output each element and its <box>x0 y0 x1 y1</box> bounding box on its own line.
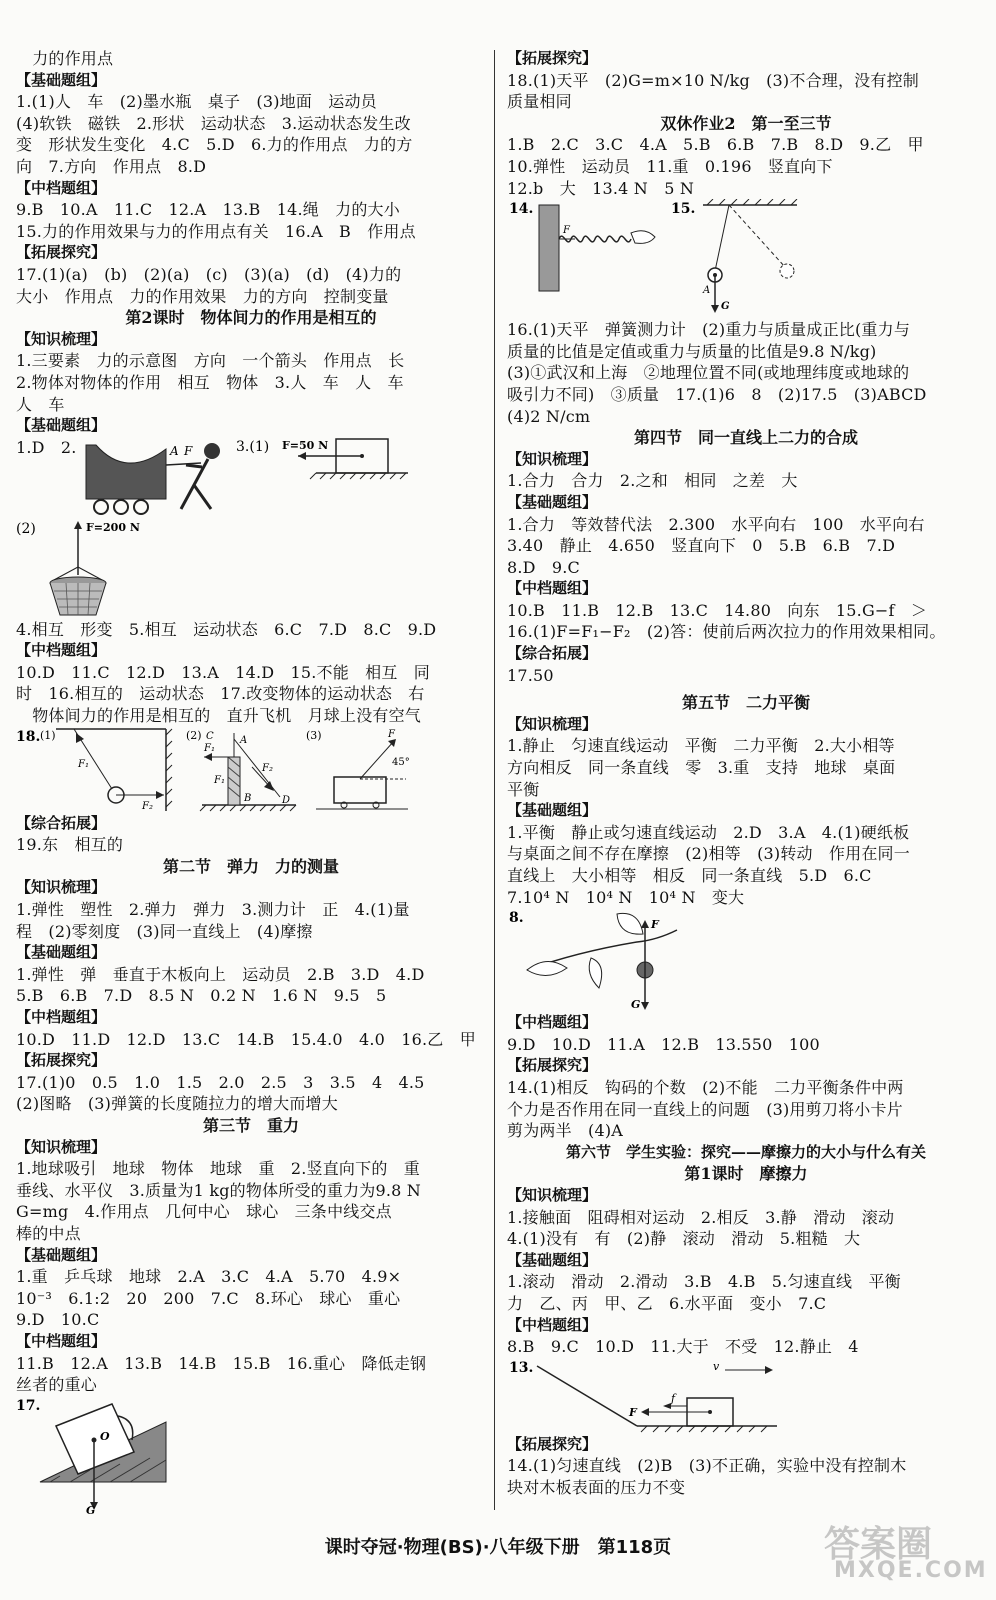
section-tag: 【中档题组】 <box>507 579 598 598</box>
force-letter: B <box>244 792 252 804</box>
section-tag: 【拓展探究】 <box>16 1051 107 1070</box>
fig-label: 15. <box>671 201 696 218</box>
point-label: A <box>703 285 711 297</box>
section-heading: 第1课时 摩擦力 <box>684 1164 808 1184</box>
text-line: 4.相互 形变 5.相互 运动状态 6.C 7.D 8.C 9.D <box>16 619 437 639</box>
text-line: (3)①武汉和上海 ②地理位置不同(或地理纬度或地球的 <box>507 363 910 383</box>
text-line: 1.平衡 静止或匀速直线运动 2.D 3.A 4.(1)硬纸板 <box>507 822 910 842</box>
force-letter: D <box>282 794 291 806</box>
section-tag: 【基础题组】 <box>507 801 598 820</box>
text-line: 8.B 9.C 10.D 11.大于 不受 12.静止 4 <box>507 1337 859 1357</box>
incline-cup-diagram <box>16 1396 486 1516</box>
force-label: F=200 N <box>86 520 140 534</box>
figure-q3-2 <box>16 517 486 619</box>
text-line: 力 乙、丙 甲、乙 6.水平面 变小 7.C <box>507 1293 827 1313</box>
gravity-label: G <box>721 301 730 313</box>
section-tag: 【基础题组】 <box>16 943 107 962</box>
text-line: 1.(1)人 车 (2)墨水瓶 桌子 (3)地面 运动员 <box>16 92 377 112</box>
velocity-label: v <box>713 1359 720 1373</box>
text-line: 1.接触面 阻碍相对运动 2.相反 3.静 滑动 滚动 <box>507 1207 895 1227</box>
text-line: 剪为两半 (4)A <box>507 1121 624 1141</box>
text-line: 1.合力 合力 2.之和 相同 之差 大 <box>507 471 798 491</box>
text-line: 10⁻³ 6.1:2 20 200 7.C 8.环心 球心 重心 <box>16 1288 401 1308</box>
text-line: 8.D 9.C <box>507 557 581 577</box>
watermark-text: 答案圈 <box>824 1524 933 1565</box>
section-heading: 第2课时 物体间力的作用是相互的 <box>125 308 377 328</box>
text-line: 变 形状发生变化 4.C 5.D 6.力的作用点 力的方 <box>16 135 413 155</box>
text-line: 与桌面之间不存在摩擦 (2)相等 (3)转动 作用在同一 <box>507 844 910 864</box>
figure-q2-q3 <box>16 437 486 517</box>
text-line: 物体间力的作用是相互的 直升飞机 月球上没有空气 <box>16 706 422 726</box>
section-tag: 【知识梳理】 <box>16 1137 107 1156</box>
section-tag: 【知识梳理】 <box>16 329 107 348</box>
cart-person-diagram <box>16 437 486 517</box>
section-heading: 双休作业2 第一至三节 <box>660 113 832 133</box>
text-line: 吸引力不同) ③质量 17.(1)6 8 (2)17.5 (3)ABCD <box>507 384 927 404</box>
right-column <box>507 48 985 1498</box>
text-line: 15.力的作用效果与力的作用点有关 16.A B 作用点 <box>16 221 416 241</box>
section-tag: 【拓展探究】 <box>507 49 598 67</box>
section-heading: 第三节 重力 <box>202 1115 299 1135</box>
section-tag: 【综合拓展】 <box>16 813 107 832</box>
text-line: 大小 作用点 力的作用效果 力的方向 控制变量 <box>16 286 389 306</box>
text-line: 16.(1)F=F₁−F₂ (2)答：使前后两次拉力的作用效果相同。 <box>507 622 946 642</box>
label-a: A <box>170 443 179 458</box>
text-line: 14.(1)相反 钩码的个数 (2)不能 二力平衡条件中两 <box>507 1077 904 1097</box>
text-line: 10.D 11.C 12.D 13.A 14.D 15.不能 相互 同 <box>16 662 430 682</box>
text-line: 9.D 10.D 11.A 12.B 13.550 100 <box>507 1034 820 1054</box>
page-footer: 课时夺冠·物理(BS)·八年级下册 第118页 <box>324 1537 672 1558</box>
section-heading: 第四节 同一直线上二力的合成 <box>633 428 858 448</box>
fig-label: 17. <box>16 1397 41 1414</box>
angle-label: 45° <box>392 756 410 768</box>
text-line: 4.(1)没有 有 (2)静 滚动 滑动 5.粗糙 大 <box>507 1229 861 1249</box>
left-column <box>16 48 486 1516</box>
force-letter: F₂ <box>262 762 273 774</box>
fig-label: 3.(1) <box>236 438 270 455</box>
text-line: 1.滚动 滑动 2.滑动 3.B 4.B 5.匀速直线 平衡 <box>507 1272 901 1292</box>
section-tag: 【基础题组】 <box>507 1250 598 1269</box>
text-line: 1.D 2. <box>16 437 77 457</box>
spring-pendulum-diagram <box>507 199 985 319</box>
text-line: 9.B 10.A 11.C 12.A 13.B 14.绳 力的大小 <box>16 200 400 220</box>
friction-diagram <box>507 1358 985 1434</box>
section-tag: 【中档题组】 <box>507 1315 598 1334</box>
figure-17 <box>16 1396 486 1516</box>
friction-label: f <box>671 1391 676 1405</box>
text-line: 块对木板表面的压力不变 <box>507 1477 686 1497</box>
figure-14-15 <box>507 199 985 319</box>
section-heading: 第二节 弹力 力的测量 <box>162 856 339 876</box>
text-line: 16.(1)天平 弹簧测力计 (2)重力与质量成正比(重力与 <box>507 320 911 340</box>
text-line: 17.50 <box>507 665 554 685</box>
section-tag: 【拓展探究】 <box>507 1434 598 1453</box>
text-line: 1.三要素 力的示意图 方向 一个箭头 作用点 长 <box>16 351 405 371</box>
basket-diagram <box>16 517 486 619</box>
section-tag: 【中档题组】 <box>16 1008 107 1026</box>
text-line: 平衡 <box>507 779 540 799</box>
text-line: 9.D 10.C <box>16 1310 100 1330</box>
figure-8 <box>507 908 985 1012</box>
text-line: 3.40 静止 4.650 竖直向下 0 5.B 6.B 7.D <box>507 536 896 556</box>
text-line: 12.b 大 13.4 N 5 N <box>507 178 695 198</box>
force-letter: A <box>240 734 248 746</box>
section-heading: 第五节 二力平衡 <box>681 693 810 713</box>
text-line: 垂线、水平仪 3.质量为1 kg的物体所受的重力为9.8 N <box>16 1180 422 1200</box>
section-tag: 【基础题组】 <box>16 70 107 89</box>
text-line: 棒的中点 <box>16 1223 81 1243</box>
text-line: 程 (2)零刻度 (3)同一直线上 (4)摩擦 <box>16 921 313 941</box>
figure-18 <box>16 727 486 813</box>
text-line: 力的作用点 <box>16 49 114 68</box>
force-letter: F₁ <box>204 742 215 754</box>
force-letter: F <box>563 225 570 237</box>
text-line: 直线上 大小相等 相反 同一条直线 5.D 6.C <box>507 866 872 885</box>
text-line: 质量相同 <box>507 92 572 112</box>
text-line: 17.(1)(a) (b) (2)(a) (c) (3)(a) (d) (4)力的 <box>16 264 402 284</box>
text-line: 7.10⁴ N 10⁴ N 10⁴ N 变大 <box>507 887 745 907</box>
text-line: 11.B 12.A 13.B 14.B 15.B 16.重心 降低走钢 <box>16 1353 427 1373</box>
text-line: 方向相反 同一条直线 零 3.重 支持 地球 桌面 <box>507 758 896 778</box>
text-line: 1.B 2.C 3.C 4.A 5.B 6.B 7.B 8.D 9.乙 甲 <box>507 135 924 155</box>
watermark-url: MXQE.COM <box>834 1558 988 1583</box>
section-tag: 【知识梳理】 <box>507 449 598 468</box>
section-tag: 【拓展探究】 <box>507 1056 598 1075</box>
section-tag: 【基础题组】 <box>507 492 598 511</box>
force-letter: F <box>388 728 395 740</box>
text-line: 17.(1)0 0.5 1.0 1.5 2.0 2.5 3 3.5 4 4.5 <box>16 1072 425 1092</box>
text-line: 丝者的重心 <box>16 1375 98 1395</box>
section-tag: 【知识梳理】 <box>507 714 598 733</box>
fig-label: 14. <box>509 201 534 218</box>
section-tag: 【中档题组】 <box>16 178 107 197</box>
text-line: 18.(1)天平 (2)G=m×10 N/kg (3)不合理，没有控制 <box>507 70 919 90</box>
force-letter: F₁ <box>214 774 225 786</box>
text-line: 10.弹性 运动员 11.重 0.196 竖直向下 <box>507 156 833 176</box>
text-line: 19.东 相互的 <box>16 835 124 855</box>
section-tag: 【基础题组】 <box>16 416 107 435</box>
fig-part: (1) <box>40 728 56 742</box>
section-tag: 【综合拓展】 <box>507 644 598 663</box>
section-tag: 【知识梳理】 <box>507 1185 598 1204</box>
force-label: F <box>629 1405 637 1419</box>
gravity-label: G <box>86 1503 96 1516</box>
text-line: 2.物体对物体的作用 相互 物体 3.人 车 人 车 <box>16 372 404 392</box>
text-line: 人 车 <box>16 394 65 414</box>
force-diagrams-18 <box>16 727 486 813</box>
label-f: F <box>184 443 193 458</box>
force-letter: F <box>651 918 659 932</box>
text-line: 1.静止 匀速直线运动 平衡 二力平衡 2.大小相等 <box>507 736 895 756</box>
column-divider <box>494 50 495 1510</box>
center-label: O <box>100 1429 110 1443</box>
text-line: 质量的比值是定值或重力与质量的比值是9.8 N/kg) <box>507 341 877 361</box>
text-line: 向 7.方向 作用点 8.D <box>16 156 207 176</box>
fig-label: (2) <box>16 520 36 537</box>
section-tag: 【知识梳理】 <box>16 878 107 897</box>
section-heading: 第六节 学生实验：探究——摩擦力的大小与什么有关 <box>565 1142 926 1161</box>
text-line: 1.合力 等效替代法 2.300 水平向右 100 水平向右 <box>507 514 925 534</box>
fig-label: 18. <box>16 728 41 745</box>
force-letter: F₁ <box>78 758 89 770</box>
text-line: 时 16.相互的 运动状态 17.改变物体的运动状态 右 <box>16 684 425 704</box>
text-line: (4)2 N/cm <box>507 406 591 426</box>
force-letter: C <box>206 730 214 742</box>
text-line: 1.弹性 塑性 2.弹力 弹力 3.测力计 正 4.(1)量 <box>16 900 410 920</box>
text-line: (4)软铁 磁铁 2.形状 运动状态 3.运动状态发生改 <box>16 113 411 133</box>
text-line: 个力是否作用在同一直线上的问题 (3)用剪刀将小卡片 <box>507 1099 903 1119</box>
fig-part: (2) <box>186 728 202 742</box>
text-line: 10.B 11.B 12.B 13.C 14.80 向东 15.G−f ＞ <box>507 600 928 620</box>
section-tag: 【中档题组】 <box>16 641 107 660</box>
text-line: (2)图略 (3)弹簧的长度随拉力的增大而增大 <box>16 1094 338 1114</box>
section-tag: 【中档题组】 <box>16 1331 107 1350</box>
text-line: 14.(1)匀速直线 (2)B (3)不正确，实验中没有控制木 <box>507 1456 907 1476</box>
text-line: G=mg 4.作用点 几何中心 球心 三条中线交点 <box>16 1202 392 1222</box>
fig-label: 8. <box>509 910 524 927</box>
leaf-apple-diagram <box>507 908 985 1012</box>
section-tag: 【基础题组】 <box>16 1245 107 1264</box>
text-line: 1.地球吸引 地球 物体 地球 重 2.竖直向下的 重 <box>16 1159 420 1179</box>
section-tag: 【拓展探究】 <box>16 243 107 262</box>
watermark-logo <box>824 1516 988 1586</box>
force-label: F=50 N <box>282 438 329 452</box>
section-tag: 【中档题组】 <box>507 1013 598 1032</box>
text-line: 1.弹性 弹 垂直于木板向上 运动员 2.B 3.D 4.D <box>16 964 425 984</box>
gravity-label: G <box>631 998 641 1012</box>
text-line: 10.D 11.D 12.D 13.C 14.B 15.4.0 4.0 16.乙 甲 <box>16 1029 476 1049</box>
force-letter: F₂ <box>142 800 153 812</box>
fig-label: 13. <box>509 1359 534 1376</box>
text-line: 1.重 乒乓球 地球 2.A 3.C 4.A 5.70 4.9× <box>16 1267 402 1287</box>
fig-part: (3) <box>306 728 322 742</box>
text-line: 5.B 6.B 7.D 8.5 N 0.2 N 1.6 N 9.5 5 <box>16 986 387 1006</box>
figure-13 <box>507 1358 985 1434</box>
